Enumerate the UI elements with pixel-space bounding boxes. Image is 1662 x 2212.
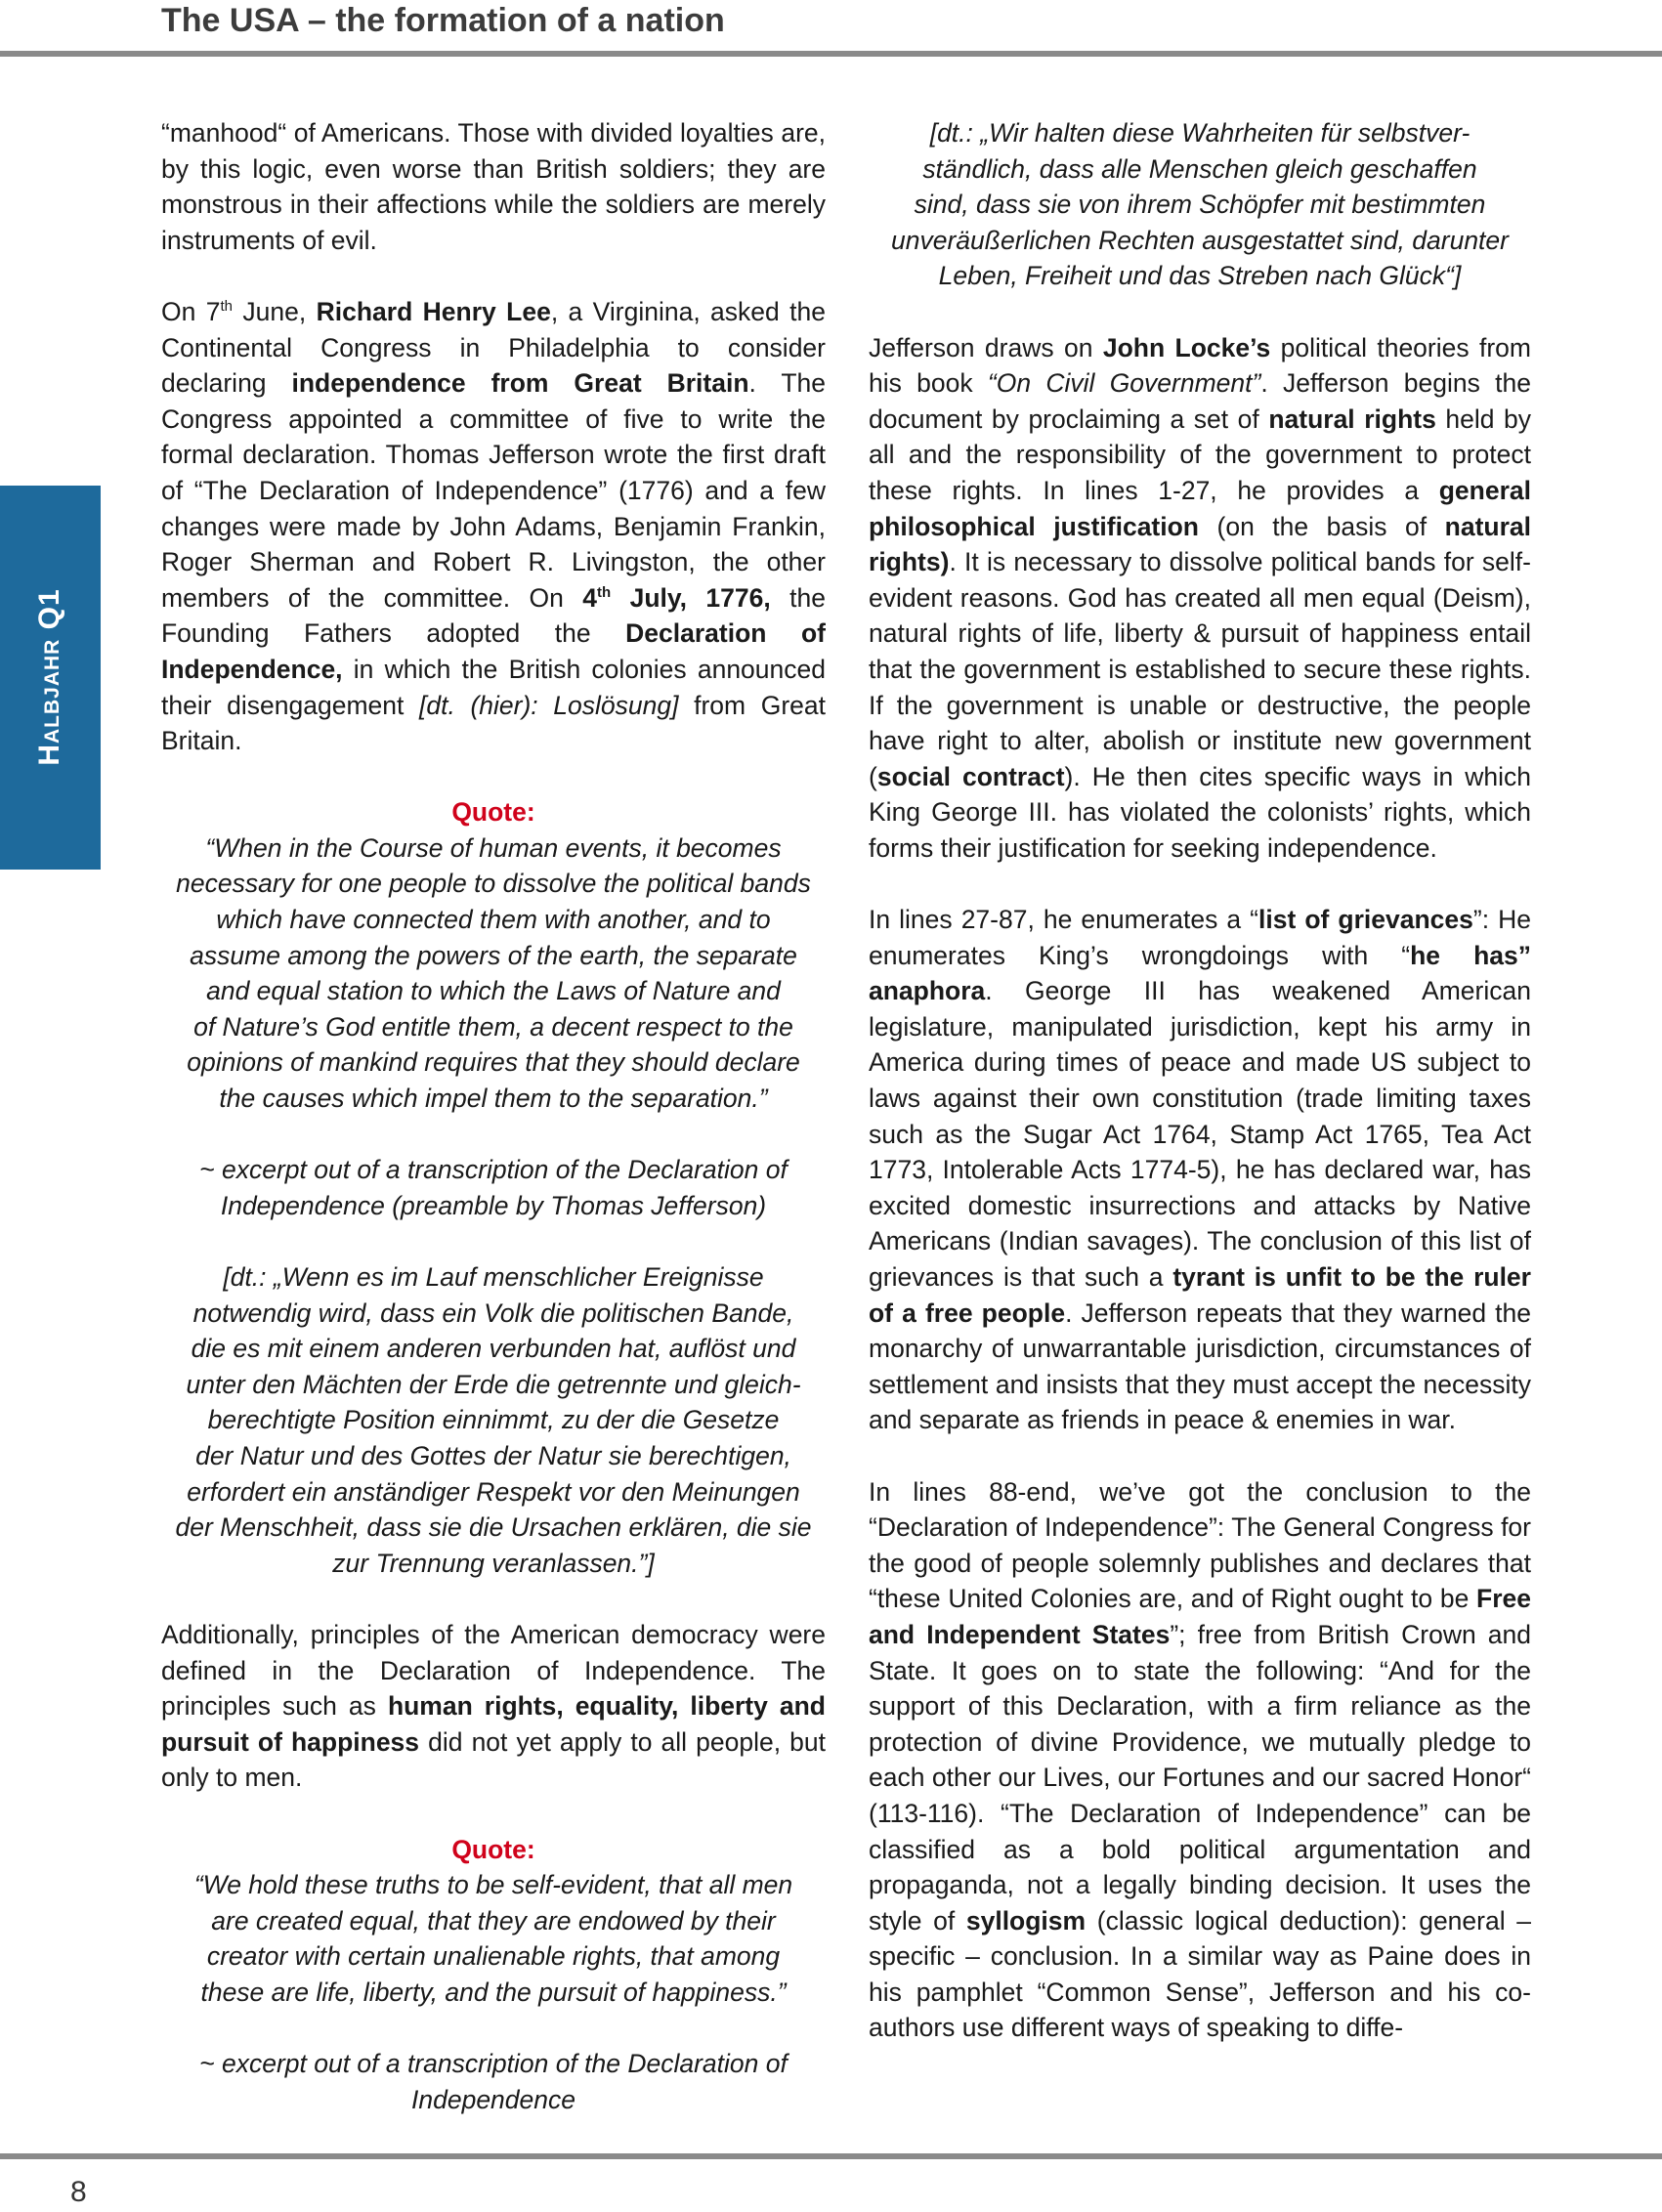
side-tab-label: Halbjahr Q1 — [33, 588, 65, 766]
right-column — [869, 115, 1531, 2046]
quote-truths: “We hold these truths to be self-evident, that all men are created equal, that they are endowed by their creator with certain unalienable rights, that among these are life, liberty, and the pursuit of happiness.” — [193, 1870, 793, 2007]
running-header-title: The USA – the formation of a nation — [161, 2, 725, 39]
paragraph-conclusion: In lines 88-end, we’ve got the conclusion to the “Declaration of Independence”: The General Congress for the good of people solemnly publishes and declares that “these United Colonies are, and of Right ought to be Free and Independent States”; free from British Crown and State. It goes on to state the following: “And for the support of this Declaration, with a firm reliance as the protection of divine Providence, we mutually pledge to each other our Lives, our Fortunes and our sacred Honor“ (113-116). “The Declaration of Independence” can be classified as a bold political argumentation and propaganda, not a legally binding decision. It uses the style of syllogism (classic logical deduction): general – specific – conclusion. In a similar way as Paine does in his pamphlet “Common Sense”, Jefferson and his co-authors use different ways of speaking to diffe- — [869, 1476, 1531, 2043]
paragraph-declaration-history: On 7th June, Richard Henry Lee, a Virginina, asked the Continental Congress in Philadelphia to consider declaring independence from Great Britain. The Congress appointed a committee of five to write the formal declaration. Thomas Jefferson wrote the first draft of “The Declaration of Independence” (1776) and a few changes were made by John Adams, Benjamin Frankin, Roger Sherman and Robert R. Livingston, the other members of the committee. On 4th July, 1776, the Founding Fathers adopted the Declaration of Independence, in which the British colonies announced their disengagement [dt. (hier): Loslösung] from Great Britain. — [161, 296, 827, 756]
paragraph-grievances: In lines 27-87, he enumerates a “list of grievances”: He enumerates King’s wrongdoings with “he has” anaphora. George III has weakened American legislature, manipulated jurisdiction, kept his army in America during times of peace and made US subject to laws against their own constitution (trade limiting taxes such as the Sugar Act 1764, Stamp Act 1765, Tea Act 1773, Intolerable Acts 1774-5), he has declared war, has excited domestic insurrections and attacks by Native Americans (Indian savages). The conclusion of this list of grievances is that such a tyrant is unfit to be the ruler of a free people. Jefferson repeats that they warned the monarchy of unwarrantable jurisdiction, circumstances of settlement and insists that they must accept the necessity and separate as friends in peace & enemies in war. — [869, 905, 1531, 1435]
header-rule — [0, 51, 1662, 57]
page-number: 8 — [70, 2176, 87, 2208]
paragraph-natural-rights: Jefferson draws on John Locke’s political theories from his book “On Civil Government”. Jefferson begins the document by proclaiming a set of natural rights held by all and the responsibility of the government to protect these rights. In lines 1-27, he provides a general philosophical justification (on the basis of natural rights). It is necessary to dissolve political bands for self-evident reasons. God has created all men equal (Deism), natural rights of life, liberty & pursuit of happiness entail that the government is established to secure these rights. If the government is unable or destructive, the people have right to alter, abolish or institute new government (social contract). He then cites specific ways in which King George III. has violated the colonists’ rights, which forms their justification for seeking independence. — [869, 332, 1532, 863]
quote-source: ~ excerpt out of a transcription of the Declaration of Independence (preamble by Thomas Jefferson) — [199, 1155, 788, 1220]
quote-translation: [dt.: „Wir halten diese Wahrheiten für selbstver- ständlich, dass alle Menschen gleich geschaffen sind, dass sie von ihrem Schöpfer mit bestimmten unveräußerlichen Rechten ausgestattet sind, darunter Leben, Freiheit und das Streben nach Glück“] — [891, 118, 1509, 291]
quote-preamble: “When in the Course of human events, it becomes necessary for one people to dissolve the political bands which have connected them with another, and to assume among the powers of the earth, the separate and equal station to which the Laws of Nature and of Nature’s God entitle them, a decent respect to the opinions of mankind requires that they should declare the causes which impel them to the separation.” — [176, 832, 811, 1114]
paragraph-principles: Additionally, principles of the American democracy were defined in the Declaration of Independence. The principles such as human rights, equality, liberty and pursuit of happiness did not yet apply to all people, but only to men. — [161, 1619, 826, 1793]
paragraph-loyalists: “manhood“ of Americans. Those with divided loyalties are, by this logic, even worse than British soldiers; they are monstrous in their affections while the soldiers are merely instruments of evil. — [161, 118, 826, 255]
quote-source: ~ excerpt out of a transcription of the Declaration of Independence — [199, 2049, 788, 2114]
left-column — [161, 115, 826, 2117]
quote-label: Quote: — [451, 797, 535, 828]
quote-label: Quote: — [451, 1834, 535, 1864]
footer-rule — [0, 2153, 1662, 2159]
quote-translation: [dt.: „Wenn es im Lauf menschlicher Ereignisse notwendig wird, dass ein Volk die politischen Bande, die es mit einem anderen verbunden hat, auflöst und unter den Mächten der Erde die getrennte und gleich- berechtigte Position einnimmt, zu der die Gesetze der Natur und des Gottes der Natur sie berechtigen, erfordert ein anständiger Respekt vor den Meinungen der Menschheit, dass sie die Ursachen erklären, die sie zur Trennung veranlassen.”] — [175, 1262, 812, 1578]
side-tab — [0, 486, 101, 870]
